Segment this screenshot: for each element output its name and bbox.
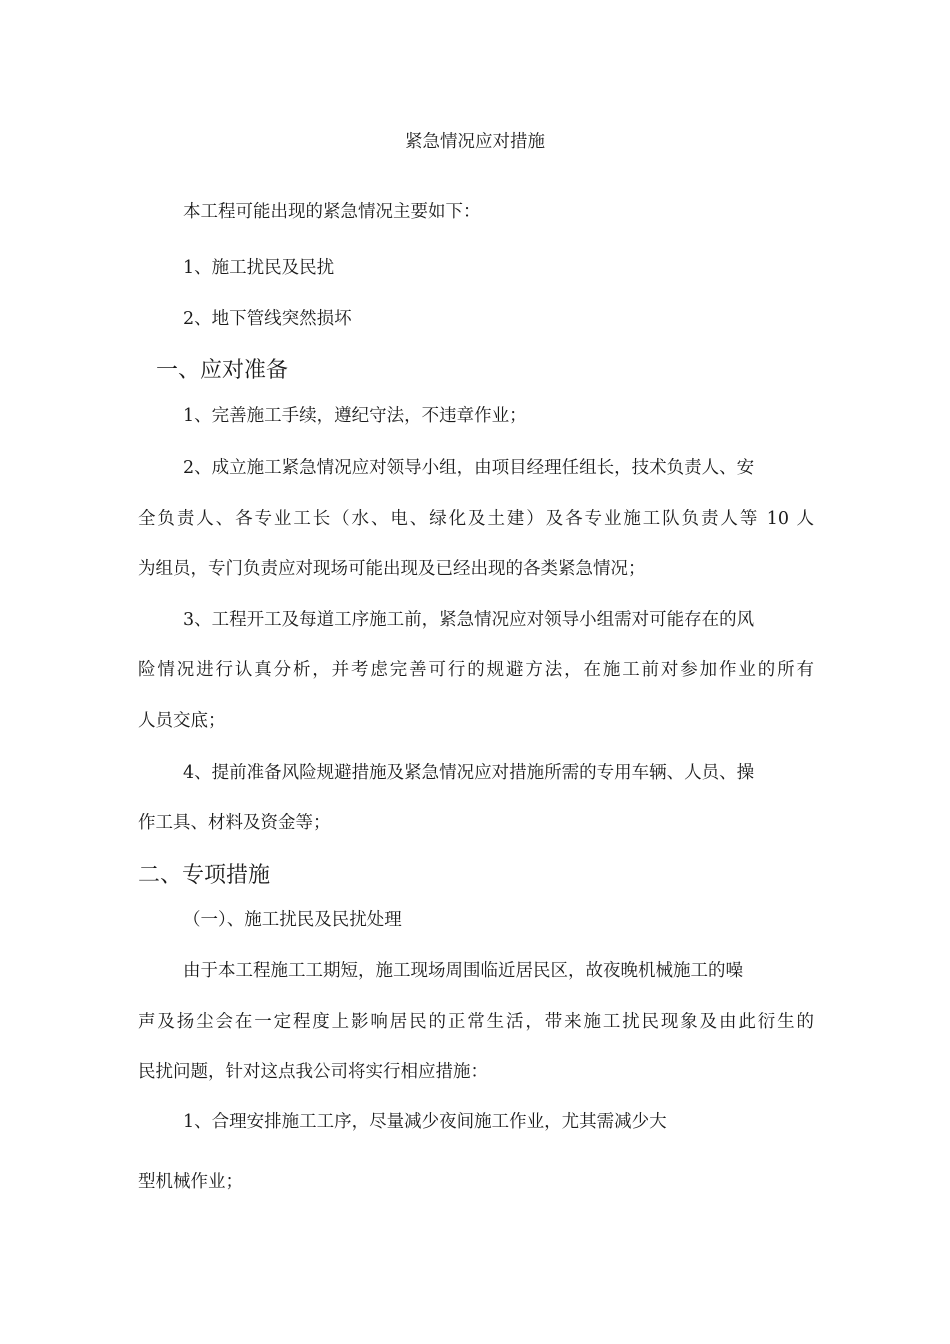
paragraph-1-4-line-1: 4、提前准备风险规避措施及紧急情况应对措施所需的专用车辆、人员、操 <box>183 763 755 783</box>
paragraph-2-1-line-3: 民扰问题，针对这点我公司将实行相应措施： <box>138 1062 488 1082</box>
paragraph-1-2-line-2: 全负责人、各专业工长（水、电、绿化及土建）及各专业施工队负责人等 10 人 <box>138 509 814 529</box>
paragraph-2-1-line-1: 由于本工程施工工期短，施工现场周围临近居民区，故夜晚机械施工的噪 <box>183 961 743 981</box>
section-heading-measures: 二、专项措施 <box>138 863 271 888</box>
paragraph-2-1-line-2: 声及扬尘会在一定程度上影响居民的正常生活，带来施工扰民现象及由此衍生的 <box>138 1012 814 1032</box>
paragraph-1-3-line-2: 险情况进行认真分析，并考虑完善可行的规避方法，在施工前对参加作业的所有 <box>138 660 814 680</box>
paragraph-1-2-line-3: 为组员，专门负责应对现场可能出现及已经出现的各类紧急情况； <box>138 559 646 579</box>
subheading-disturbance: （一）、施工扰民及民扰处理 <box>183 910 402 930</box>
intro-item-1: 1、施工扰民及民扰 <box>183 258 335 278</box>
paragraph-1-1: 1、完善施工手续，遵纪守法，不违章作业； <box>183 406 527 426</box>
section-heading-preparation: 一、应对准备 <box>156 358 289 383</box>
intro-item-2: 2、地下管线突然损坏 <box>183 309 352 329</box>
paragraph-2-2-line-1: 1、合理安排施工工序，尽量减少夜间施工作业，尤其需减少大 <box>183 1112 667 1132</box>
paragraph-1-3-line-1: 3、工程开工及每道工序施工前，紧急情况应对领导小组需对可能存在的风 <box>183 610 755 630</box>
paragraph-1-3-line-3: 人员交底； <box>138 711 226 731</box>
paragraph-2-2-line-2: 型机械作业； <box>138 1172 243 1192</box>
paragraph-1-4-line-2: 作工具、材料及资金等； <box>138 813 331 833</box>
document-title: 紧急情况应对措施 <box>405 132 545 152</box>
paragraph-1-2-line-1: 2、成立施工紧急情况应对领导小组，由项目经理任组长，技术负责人、安 <box>183 458 755 478</box>
intro-text: 本工程可能出现的紧急情况主要如下： <box>183 202 481 222</box>
